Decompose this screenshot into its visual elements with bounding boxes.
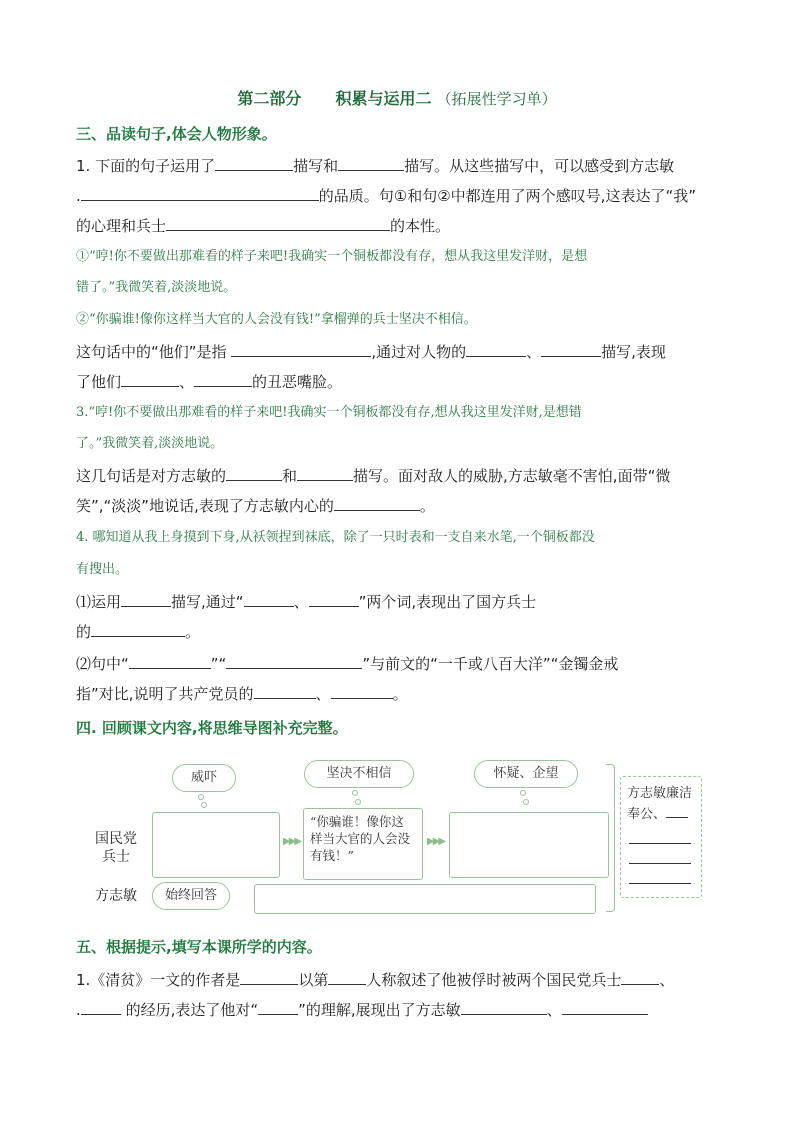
blank[interactable] xyxy=(621,970,659,985)
blank[interactable] xyxy=(240,970,298,985)
blank[interactable] xyxy=(81,186,319,201)
answer-box-1[interactable] xyxy=(152,812,280,878)
q2-line1: 这句话中的“他们”是指 ,通过对人物的 、 描写,表现 xyxy=(76,343,666,361)
title-label: 积累与运用二 xyxy=(335,89,432,108)
blank[interactable] xyxy=(331,684,393,699)
blank[interactable] xyxy=(121,592,171,607)
blank[interactable] xyxy=(231,342,371,357)
blank[interactable] xyxy=(541,342,601,357)
blank[interactable] xyxy=(309,592,359,607)
cloud-disbelief: 坚决不相信 xyxy=(304,760,414,788)
blank[interactable] xyxy=(81,1000,121,1015)
cloud-answer: 始终回答 xyxy=(152,882,230,910)
page-title xyxy=(0,86,794,109)
cloud-dot xyxy=(198,794,204,800)
blank[interactable] xyxy=(215,156,293,171)
q4-2-line2: 指”对比,说明了共产党员的 、 。 xyxy=(76,685,408,703)
blank[interactable] xyxy=(254,684,316,699)
blank[interactable] xyxy=(629,843,691,844)
blank[interactable] xyxy=(121,372,179,387)
q1-line3: 的心理和兵士 的本性。 xyxy=(76,217,451,235)
blank[interactable] xyxy=(226,654,362,669)
cloud-threaten: 威吓 xyxy=(172,764,236,792)
part-label: 第二部分 xyxy=(237,89,302,108)
blank[interactable] xyxy=(338,156,404,171)
q1-line2: . 的品质。句①和句②中都连用了两个感叹号,这表达了“我” xyxy=(76,187,696,205)
section5-heading: 五、根据提示,填写本课所学的内容。 xyxy=(76,938,322,956)
q4-1-line2: 的 。 xyxy=(76,623,201,641)
q3-line1: 这几句话是对方志敏的 和 描写。面对敌人的威胁,方志敏毫不害怕,面带“微 xyxy=(76,467,671,485)
blank[interactable] xyxy=(466,342,526,357)
section3-heading: 三、品读句子,体会人物形象。 xyxy=(76,125,277,143)
label-soldiers: 国民党 兵士 xyxy=(95,831,137,865)
blank[interactable] xyxy=(91,622,185,637)
blank[interactable] xyxy=(629,863,691,864)
quote-box-text: “你骗谁！像你这样当大官的人会没有钱！” xyxy=(310,814,411,863)
cloud-dot xyxy=(201,802,207,808)
quote-4b: 有搜出。 xyxy=(76,562,129,577)
blank[interactable] xyxy=(629,883,691,884)
blank[interactable] xyxy=(461,1000,547,1015)
cloud-dot xyxy=(523,799,529,805)
q4-2-line1: ⑵句中“ ”“ ”与前文的“一千或八百大洋”“金镯金戒 xyxy=(76,655,619,673)
blank[interactable] xyxy=(244,592,294,607)
cloud-dot xyxy=(352,790,358,796)
blank[interactable] xyxy=(166,216,390,231)
q1-line1: 1. 下面的句子运用了 描写和 描写。从这些描写中，可以感受到方志敏 xyxy=(76,157,675,175)
quote-1a: ①“哼!你不要做出那难看的样子来吧!我确实一个铜板都没有存，想从我这里发洋财，是想 xyxy=(76,249,588,264)
blank[interactable] xyxy=(194,372,252,387)
quote-4a: 4. 哪知道从我上身摸到下身,从袄领捏到袜底，除了一只时表和一支自来水笔,一个铜板都没 xyxy=(76,530,595,545)
quote-3b: 了。”我微笑着,淡淡地说。 xyxy=(76,436,224,451)
answer-box-3[interactable] xyxy=(254,884,596,914)
answer-box-2[interactable] xyxy=(449,812,609,878)
q2-line2: 了他们 、 的丑恶嘴脸。 xyxy=(76,373,343,391)
arrow-icon: ▶▶▶ xyxy=(427,836,445,847)
s5-q1-line1: 1.《清贫》一文的作者是 以第 人称叙述了他被俘时被两个国民党兵士 、 xyxy=(76,971,675,989)
quote-box xyxy=(303,808,423,880)
label-fang-zhimin: 方志敏 xyxy=(95,888,137,904)
bracket xyxy=(606,764,615,912)
blank[interactable] xyxy=(258,1000,298,1015)
summary-text: 方志敏廉洁奉公、 xyxy=(627,786,693,822)
blank[interactable] xyxy=(562,1000,648,1015)
cloud-dot xyxy=(520,790,526,796)
blank[interactable] xyxy=(226,466,282,481)
section4-heading: 四. 回顾课文内容,将思维导图补充完整。 xyxy=(76,719,348,737)
quote-2: ②“你骗谁!像你这样当大官的人会没有钱!”拿榴弹的兵士坚决不相信。 xyxy=(76,312,477,327)
q4-1-line1: ⑴运用 描写,通过“ 、 ”两个词,表现出了国方兵士 xyxy=(76,593,537,611)
blank[interactable] xyxy=(328,970,366,985)
blank[interactable] xyxy=(334,496,420,511)
s5-q1-line2: . 的经历,表达了他对“ ”的理解,展现出了方志敏 、 xyxy=(76,1000,648,1020)
blank[interactable] xyxy=(666,805,688,818)
quote-1b: 错了。”我微笑着,淡淡地说。 xyxy=(76,280,237,295)
cloud-dot xyxy=(355,799,361,805)
summary-box xyxy=(620,776,702,898)
subtitle-label: （拓展性学习单） xyxy=(436,90,557,108)
arrow-icon: ▶▶▶ xyxy=(283,836,301,847)
cloud-doubt-hope: 怀疑、企望 xyxy=(474,760,578,788)
q3-line2: 笑”,“淡淡”地说话,表现了方志敏内心的 。 xyxy=(76,497,435,515)
quote-3a: 3.“哼!你不要做出那难看的样子来吧!我确实一个铜板都没有存,想从我这里发洋财,是想错 xyxy=(76,405,582,420)
blank[interactable] xyxy=(297,466,353,481)
blank[interactable] xyxy=(129,654,211,669)
